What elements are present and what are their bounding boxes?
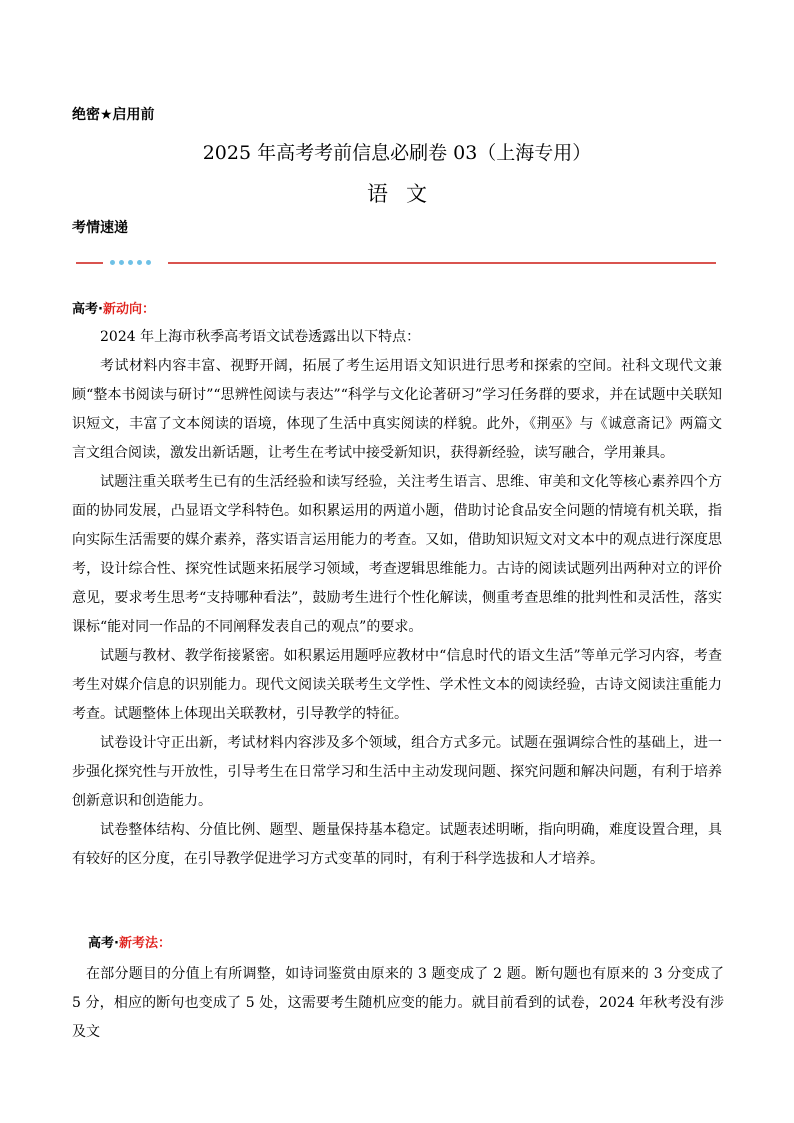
paragraph: 试题与教材、教学衔接紧密。如积累运用题呼应教材中“信息时代的语文生活”等单元学习内容，考查考生对媒介信息的识别能力。现代文阅读关联考生文学性、学术性文本的阅读经验，古诗文阅读注重能力考查。试题整体上体现出关联教材，引导教学的特征。: [72, 648, 722, 722]
paragraph: 试卷设计守正出新，考试材料内容涉及多个领域，组合方式多元。试题在强调综合性的基础上，进一步强化探究性与开放性，引导考生在日常学习和生活中主动发现问题、探究问题和解决问题，有利于培养创新意识和创造能力。: [72, 735, 722, 809]
divider-dot: [110, 260, 115, 265]
paragraph: 试卷整体结构、分值比例、题型、题量保持基本稳定。试题表述明晰，指向明确，难度设置合理，具有较好的区分度，在引导教学促进学习方式变革的同时，有利于科学选拔和人才培养。: [72, 822, 722, 867]
divider-dot: [119, 260, 124, 265]
new-direction-label: [72, 298, 155, 317]
exam-title: 2025 年高考考前信息必刷卷 03（上海专用）: [202, 142, 592, 164]
new-method-label-accent: 新考法：: [118, 936, 171, 951]
new-method-body: [72, 960, 724, 1047]
new-direction-label-prefix: 高考·: [72, 302, 103, 317]
subject-title: 语文: [367, 182, 445, 206]
new-method-label: [88, 932, 171, 951]
divider-line-left: [76, 262, 103, 264]
section-heading: 考情速递: [72, 220, 128, 236]
divider-dots: [110, 260, 151, 266]
new-direction-body: [72, 323, 722, 874]
divider-line-right: [168, 262, 716, 264]
decorative-divider: [76, 262, 716, 264]
confidential-mark: 绝密★启用前: [72, 107, 155, 123]
new-direction-label-accent: 新动向：: [102, 302, 155, 317]
divider-dot: [146, 260, 151, 265]
paragraph: 2024 年上海市秋季高考语文试卷透露出以下特点：: [100, 329, 421, 345]
paragraph: 试题注重关联考生已有的生活经验和读写经验，关注考生语言、思维、审美和文化等核心素养四个方面的协同发展，凸显语文学科特色。如积累运用的两道小题，借助讨论食品安全问题的情境有机关联，指向实际生活需要的媒介素养，落实语言运用能力的考查。又如，借助知识短文对文本中的观点进行深度思考，设计综合性、探究性试题来拓展学习领域，考查逻辑思维能力。古诗的阅读试题列出两种对立的评价意见，要求考生思考“支持哪种看法”，鼓励考生进行个性化解读，侧重考查思维的批判性和灵活性，落实课标“能对同一作品的不同阐释发表自己的观点”的要求。: [72, 474, 722, 635]
new-method-label-prefix: 高考·: [88, 936, 119, 951]
divider-dot: [128, 260, 133, 265]
divider-dot: [137, 260, 142, 265]
paragraph: 在部分题目的分值上有所调整，如诗词鉴赏由原来的 3 题变成了 2 题。断句题也有原来的 3 分变成了 5 分，相应的断句也变成了 5 处，这需要考生随机应变的能力。就目前看到的试卷，2024 年秋考没有涉及文: [72, 966, 724, 1040]
paragraph: 考试材料内容丰富、视野开阔，拓展了考生运用语文知识进行思考和探索的空间。社科文现代文兼顾“整本书阅读与研讨”“思辨性阅读与表达”“科学与文化论著研习”学习任务群的要求，并在试题中关联知识短文，丰富了文本阅读的语境，体现了生活中真实阅读的样貌。此外，《荆巫》与《诚意斋记》两篇文言文组合阅读，激发出新话题，让考生在考试中接受新知识，获得新经验，读写融合，学用兼具。: [72, 358, 722, 461]
